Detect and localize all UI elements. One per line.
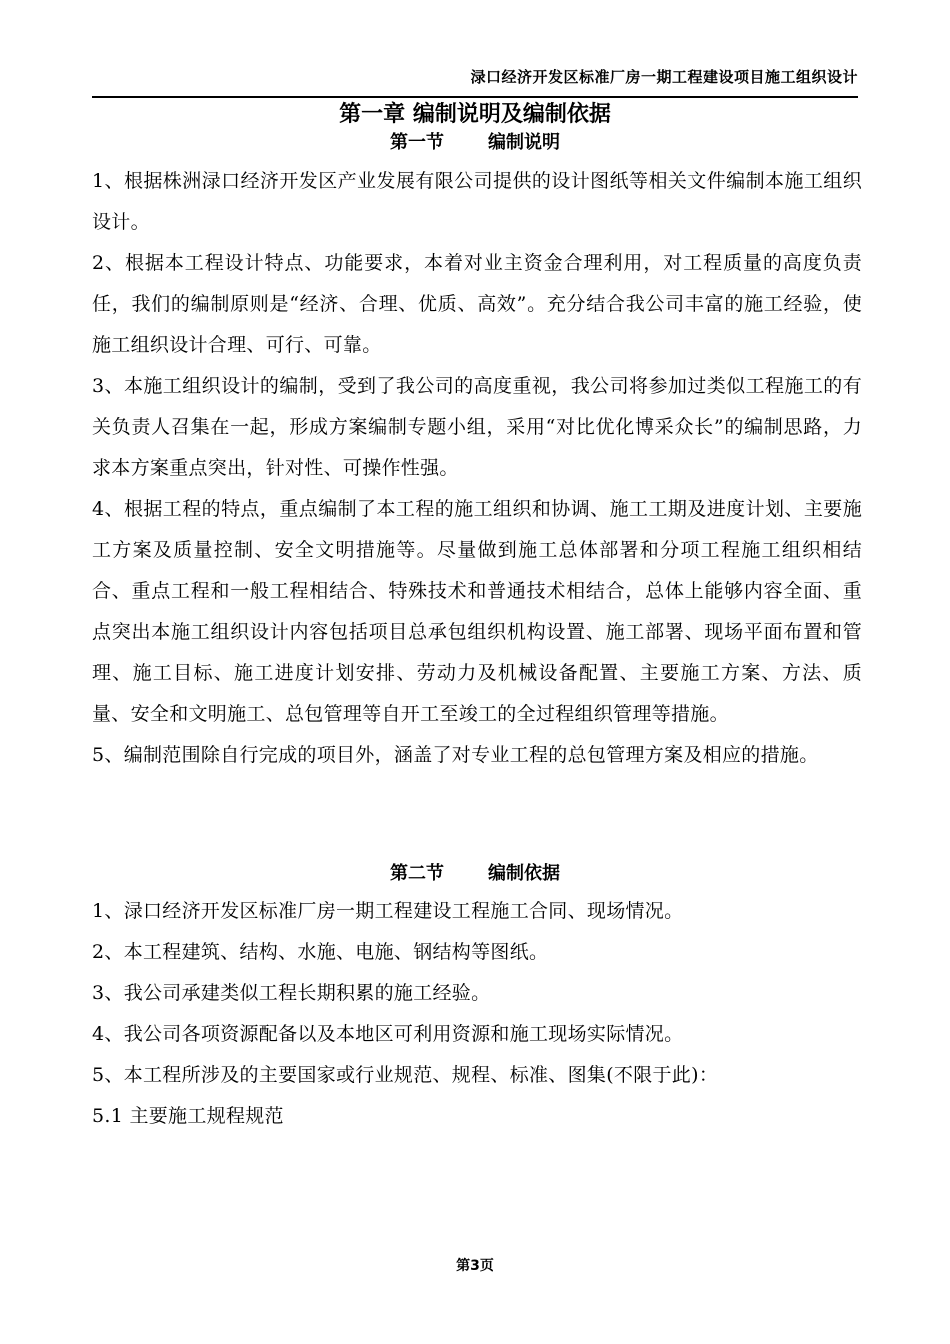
- chapter-title: 第一章 编制说明及编制依据: [339, 102, 611, 127]
- paragraph: 4、根据工程的特点，重点编制了本工程的施工组织和协调、施工工期及进度计划、主要施工方案及质量控制、安全文明措施等。尽量做到施工总体部署和分项工程施工组织相结合、重点工程和一般工程相结合、特殊技术和普通技术相结合，总体上能够内容全面、重点突出本施工组织设计内容包括项目总承包组织机构设置、施工部署、现场平面布置和管理、施工目标、施工进度计划安排、劳动力及机械设备配置、主要施工方案、方法、质量、安全和文明施工、总包管理等自开工至竣工的全过程组织管理等措施。: [92, 498, 862, 725]
- paragraph: 3、我公司承建类似工程长期积累的施工经验。: [92, 982, 491, 1004]
- paragraph: 5、本工程所涉及的主要国家或行业规范、规程、标准、图集(不限于此)：: [92, 1064, 719, 1086]
- page-header: [92, 66, 858, 98]
- section-2-body: [92, 891, 862, 1137]
- page-number: 第3页: [456, 1258, 494, 1274]
- paragraph: 2、根据本工程设计特点、功能要求，本着对业主资金合理利用，对工程质量的高度负责任，我们的编制原则是“经济、合理、优质、高效”。充分结合我公司丰富的施工经验，使施工组织设计合理、可行、可靠。: [92, 252, 862, 356]
- paragraph: 5.1 主要施工规程规范: [92, 1105, 284, 1127]
- section-2-number: 第二节: [390, 863, 444, 884]
- paragraph: 4、我公司各项资源配备以及本地区可利用资源和施工现场实际情况。: [92, 1023, 684, 1045]
- section-2-title: [92, 861, 858, 887]
- paragraph: 3、本施工组织设计的编制，受到了我公司的高度重视，我公司将参加过类似工程施工的有关负责人召集在一起，形成方案编制专题小组，采用“对比优化博采众长”的编制思路，力求本方案重点突出，针对性、可操作性强。: [92, 375, 862, 479]
- paragraph: 1、根据株洲渌口经济开发区产业发展有限公司提供的设计图纸等相关文件编制本施工组织设计。: [92, 170, 862, 233]
- section-2-name: 编制依据: [488, 863, 560, 884]
- header-text: 渌口经济开发区标准厂房一期工程建设项目施工组织设计: [470, 68, 858, 86]
- section-1-number: 第一节: [390, 132, 444, 153]
- paragraph: 1、渌口经济开发区标准厂房一期工程建设工程施工合同、现场情况。: [92, 900, 684, 922]
- section-1-name: 编制说明: [488, 132, 560, 153]
- paragraph: 5、编制范围除自行完成的项目外，涵盖了对专业工程的总包管理方案及相应的措施。: [92, 744, 819, 766]
- paragraph: 2、本工程建筑、结构、水施、电施、钢结构等图纸。: [92, 941, 549, 963]
- section-1-body: [92, 161, 862, 776]
- section-1-title: [92, 130, 858, 156]
